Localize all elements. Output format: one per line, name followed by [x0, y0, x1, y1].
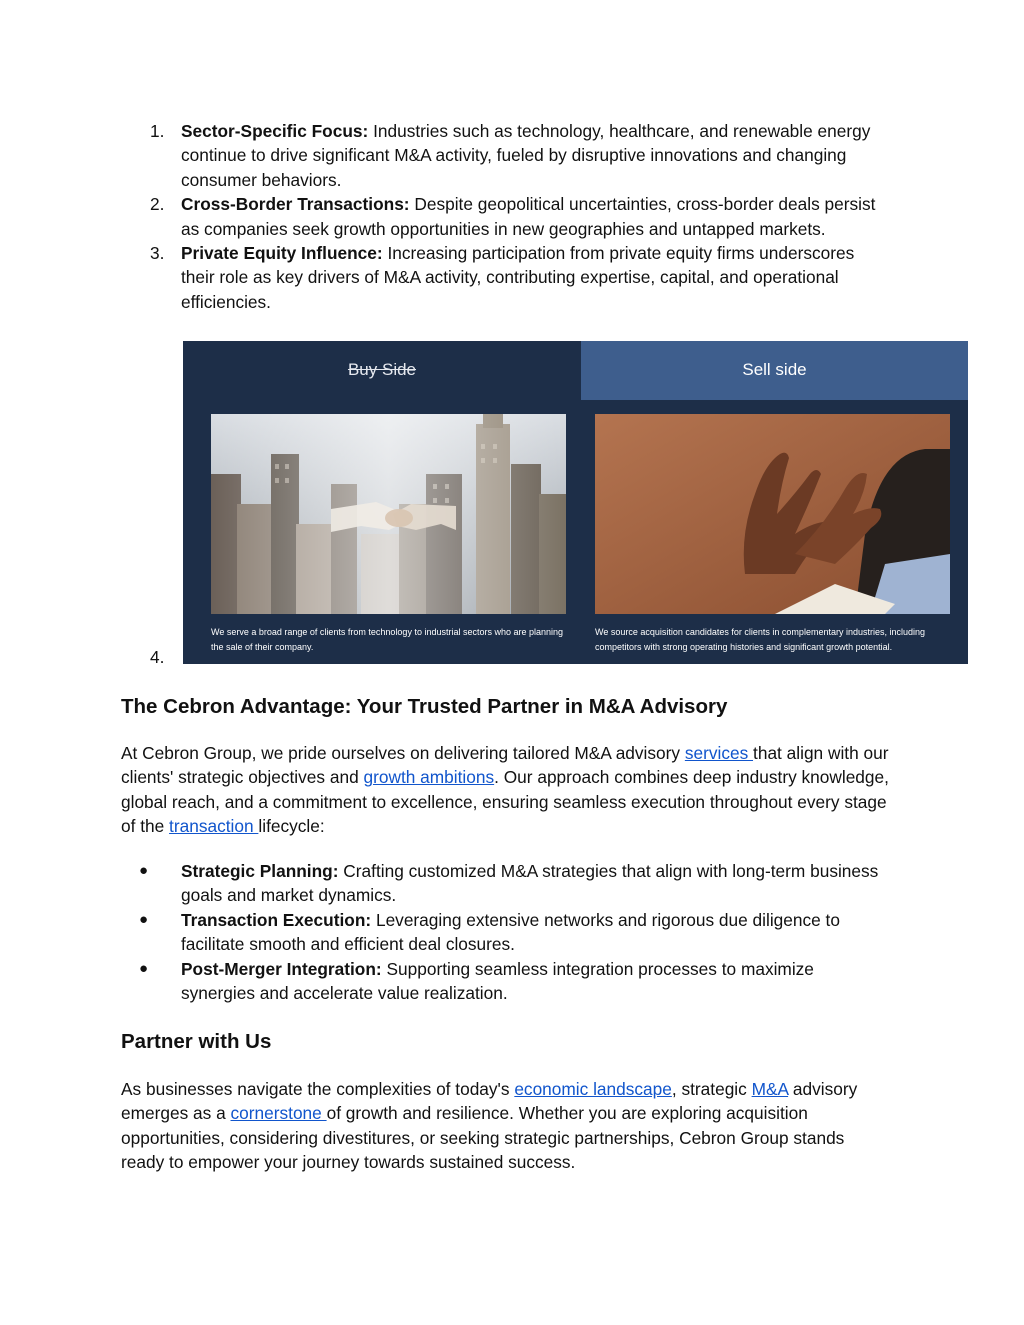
- cornerstone-link[interactable]: cornerstone: [230, 1103, 327, 1124]
- handshake-city-image: [211, 414, 566, 614]
- economic-landscape-link[interactable]: economic landscape: [514, 1079, 672, 1099]
- list-item-title: Cross-Border Transactions:: [181, 194, 410, 215]
- advantage-text: lifecycle:: [258, 816, 325, 837]
- advantage-text: At Cebron Group, we pride ourselves on delivering tailored M&A advisory: [121, 743, 685, 763]
- list-item-title: Private Equity Influence:: [181, 243, 383, 264]
- growth-ambitions-link[interactable]: growth ambitions: [363, 767, 495, 788]
- transaction-link[interactable]: transaction: [169, 816, 259, 837]
- bullet-item: [121, 859, 891, 908]
- list-number: 2.: [150, 194, 165, 215]
- buy-side-caption: We serve a broad range of clients from technology to industrial sectors who are planning the sale of their company.: [211, 627, 564, 652]
- partner-text: of growth and resilience. Whether you are exploring acquisition opportunities, considering divestitures, or seeking strategic partnerships, Cebron Group stands ready to empower your journey towards sustained success.: [121, 1103, 845, 1173]
- buy-sell-figure: [183, 341, 968, 664]
- tab-buy-side-label: Buy Side: [347, 360, 417, 380]
- figure-list-item: [121, 341, 981, 666]
- tab-sell-side: [581, 341, 968, 400]
- bullet-text: Supporting seamless integration processes to maximize synergies and accelerate value realization.: [181, 958, 814, 1004]
- list-item: [121, 241, 891, 314]
- advantage-text: that align with our clients' strategic objectives and: [121, 743, 889, 788]
- sell-side-caption: We source acquisition candidates for clients in complementary industries, including competitors with strong operating histories and significant growth potential.: [595, 627, 925, 652]
- m-and-a-link[interactable]: M&A: [751, 1079, 789, 1099]
- advantage-text: . Our approach combines deep industry knowledge, global reach, and a commitment to excellence, ensuring seamless execution throughout every stage of the: [121, 767, 889, 837]
- bullet-text: Crafting customized M&A strategies that align with long-term business goals and market dynamics.: [181, 861, 879, 906]
- tab-buy-side: [183, 341, 581, 400]
- partner-text: As businesses navigate the complexities of today's: [121, 1079, 515, 1099]
- partner-text: advisory emerges as a: [121, 1079, 858, 1124]
- bullet-text: Leveraging extensive networks and rigorous due diligence to facilitate smooth and efficient deal closures.: [181, 909, 840, 955]
- bullet-title: Post-Merger Integration:: [181, 958, 382, 979]
- bullet-item: [121, 908, 891, 957]
- bullet-item: [121, 957, 891, 1006]
- list-number: 1.: [150, 121, 165, 141]
- bullet-symbol: ●: [139, 959, 149, 977]
- partner-text: , strategic: [671, 1079, 752, 1099]
- tab-sell-side-label: Sell side: [742, 360, 807, 380]
- list-number: 4.: [150, 647, 165, 667]
- services-link[interactable]: services: [684, 743, 754, 763]
- list-item-text: Industries such as technology, healthcare, and renewable energy continue to drive significant M&A activity, fueled by disruptive innovations and changing consumer behaviors.: [181, 121, 871, 190]
- bullet-list: [121, 859, 891, 1005]
- bullet-title: Strategic Planning:: [181, 861, 339, 881]
- numbered-list: [121, 119, 891, 314]
- list-item: [121, 192, 891, 241]
- list-item-text: Despite geopolitical uncertainties, cross-border deals persist as companies seek growth opportunities in new geographies and untapped markets.: [181, 194, 876, 239]
- partner-paragraph: [121, 1077, 891, 1175]
- list-number: 3.: [150, 243, 165, 264]
- bullet-title: Transaction Execution:: [181, 909, 372, 930]
- praying-hands-image: [595, 414, 950, 614]
- list-item: [121, 119, 891, 192]
- list-item-title: Sector-Specific Focus:: [181, 121, 369, 141]
- bullet-symbol: ●: [139, 862, 149, 879]
- bullet-symbol: ●: [139, 910, 149, 928]
- list-item-text: Increasing participation from private equity firms underscores their role as key drivers of M&A activity, contributing expertise, capital, and operational efficiencies.: [181, 243, 855, 312]
- advantage-heading: The Cebron Advantage: Your Trusted Partner in M&A Advisory: [121, 695, 728, 718]
- advantage-paragraph: [121, 741, 891, 839]
- partner-heading: Partner with Us: [121, 1030, 272, 1053]
